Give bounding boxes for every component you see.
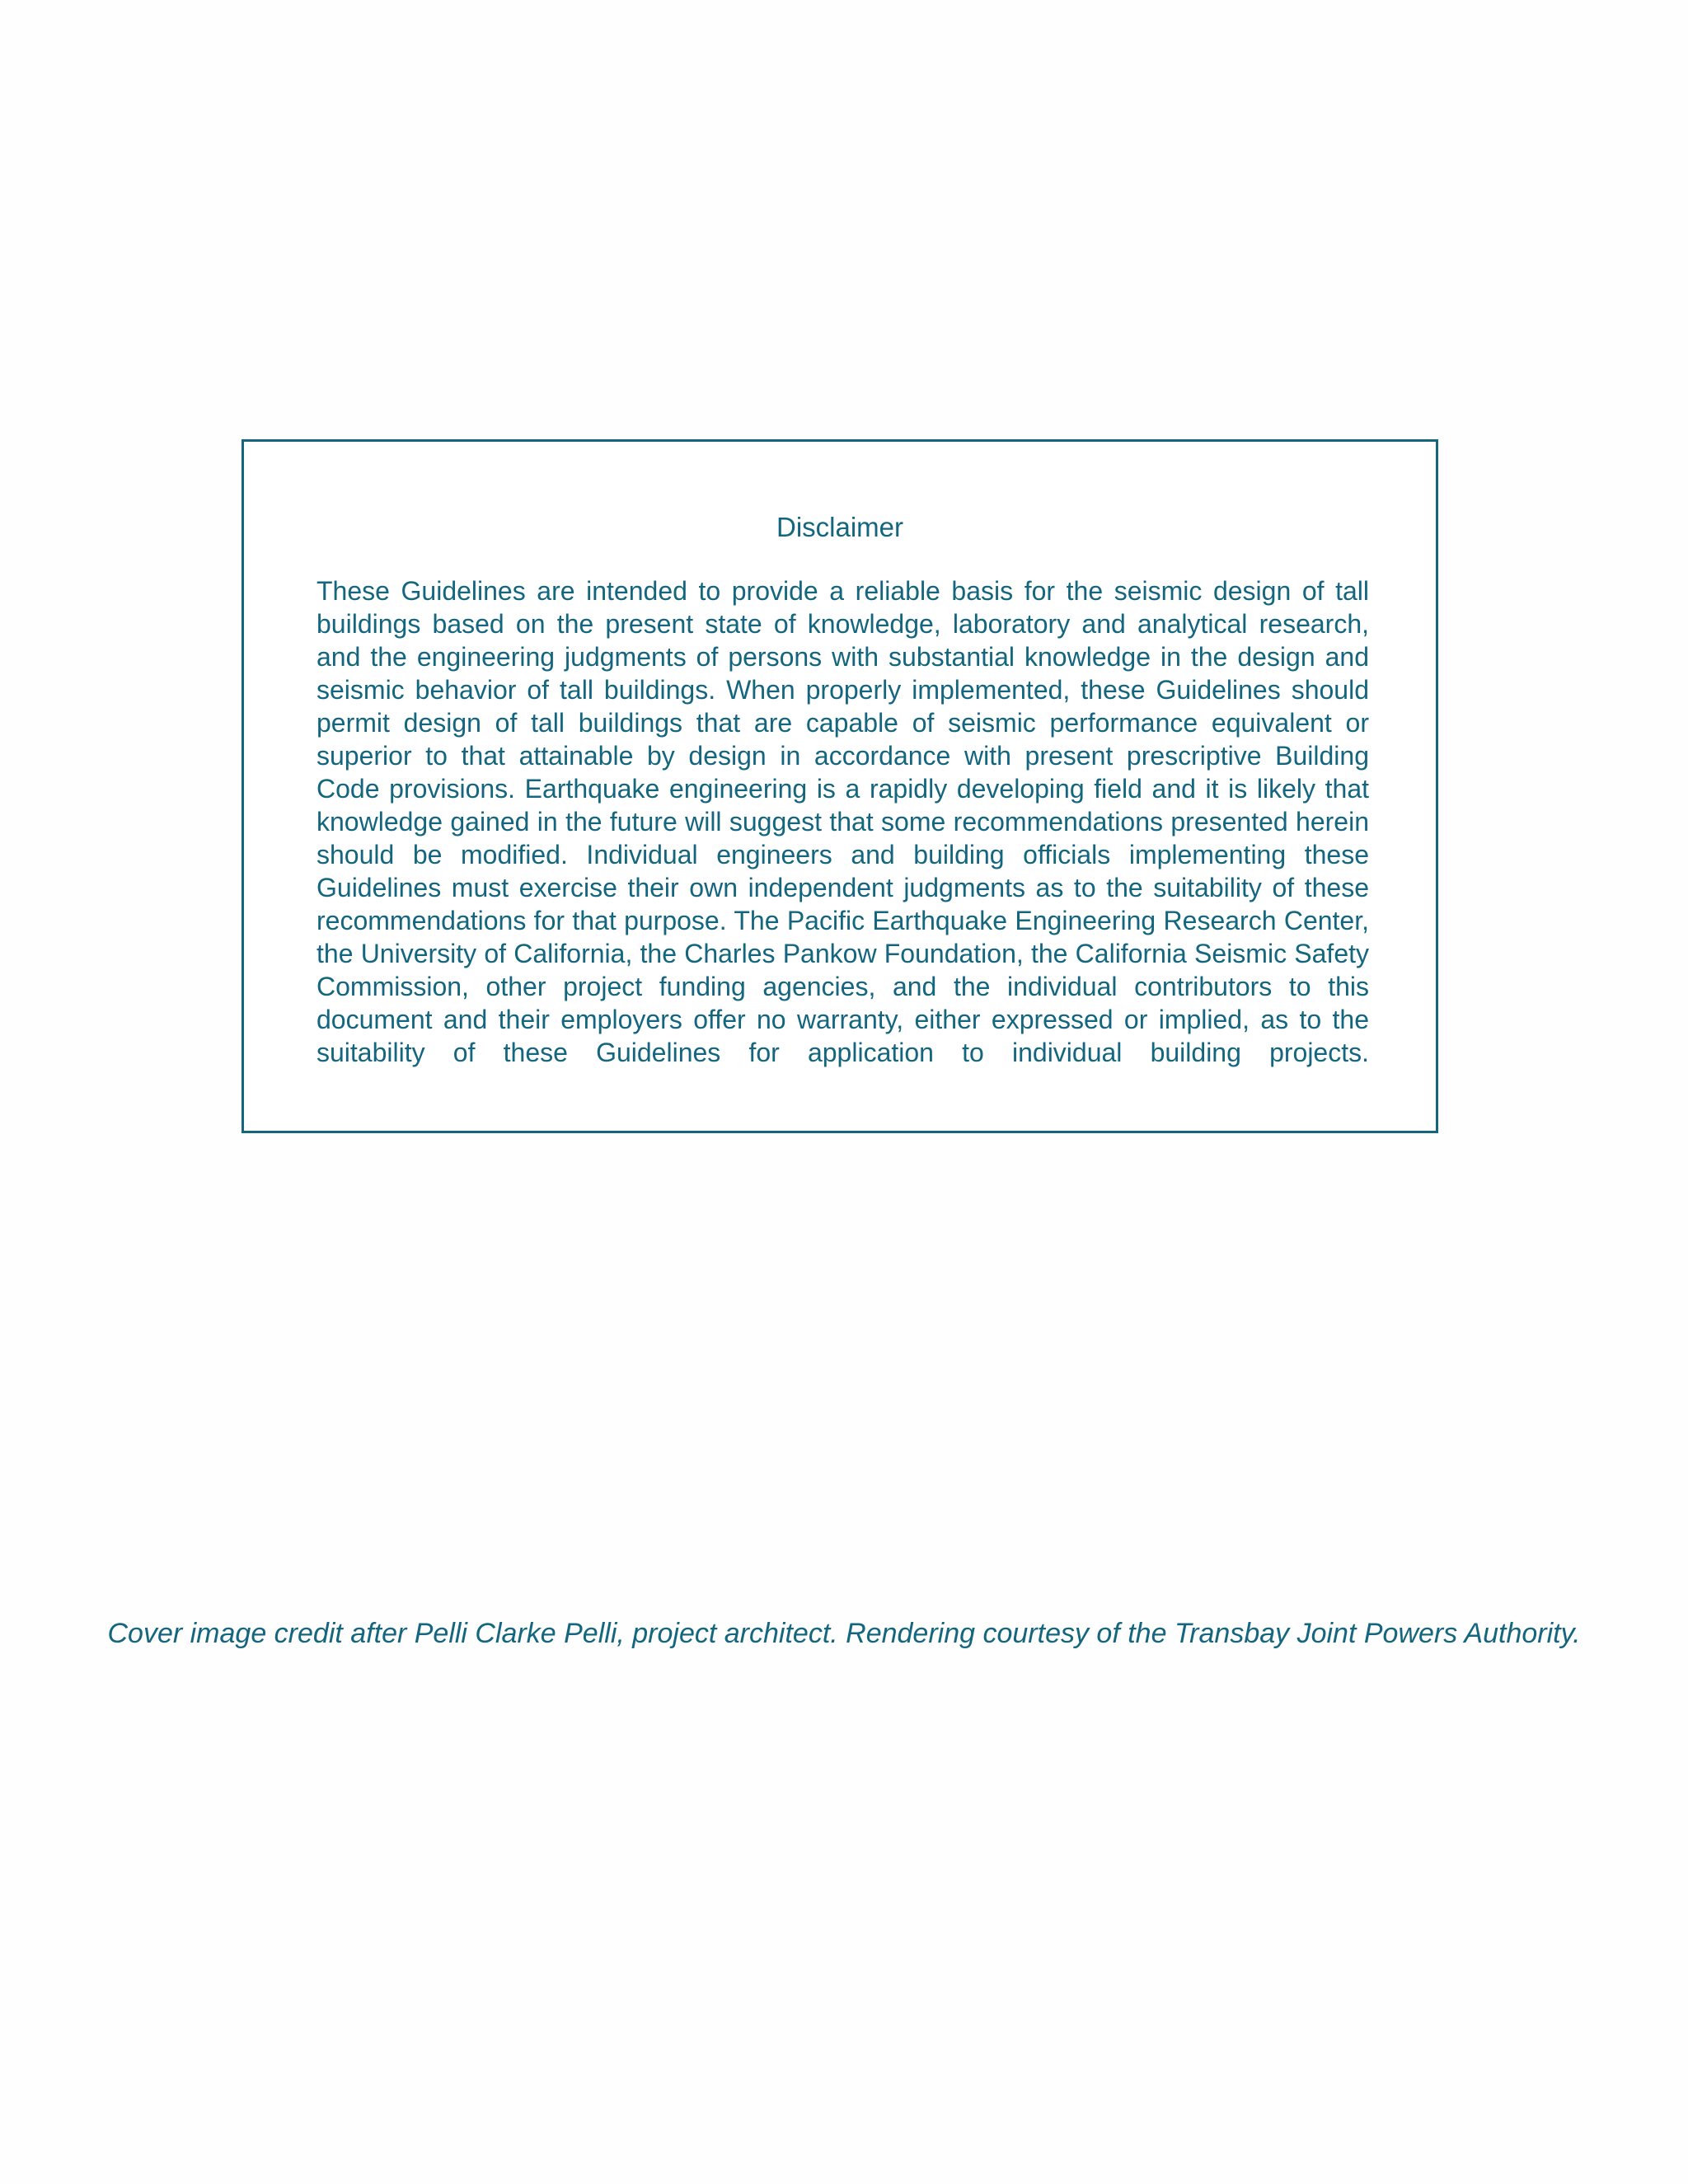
cover-image-credit: Cover image credit after Pelli Clarke Pelli, project architect. Rendering courtesy of the Transbay Joint Powers Authority. xyxy=(107,1618,1581,1649)
disclaimer-box xyxy=(241,439,1438,1133)
disclaimer-body: These Guidelines are intended to provide a reliable basis for the seismic design of tall buildings based on the present state of knowledge, laboratory and analytical research, and the engineering judgments of persons with substantial knowledge in the design and seismic behavior of tall buildings. When properly implemented, these Guidelines should permit design of tall buildings that are capable of seismic performance equivalent or superior to that attainable by design in accordance with present prescriptive Building Code provisions. Earthquake engineering is a rapidly developing field and it is likely that knowledge gained in the future will suggest that some recommendations presented herein should be modified. Individual engineers and building officials implementing these Guidelines must exercise their own independent judgments as to the suitability of these recommendations for that purpose. The Pacific Earthquake Engineering Research Center, the University of California, the Charles Pankow Foundation, the California Seismic Safety Commission, other project funding agencies, and the individual contributors to this document and their employers offer no warranty, either expressed or implied, as to the suitability of these Guidelines for application to individual building projects. xyxy=(316,576,1369,1067)
disclaimer-title: Disclaimer xyxy=(776,512,903,542)
